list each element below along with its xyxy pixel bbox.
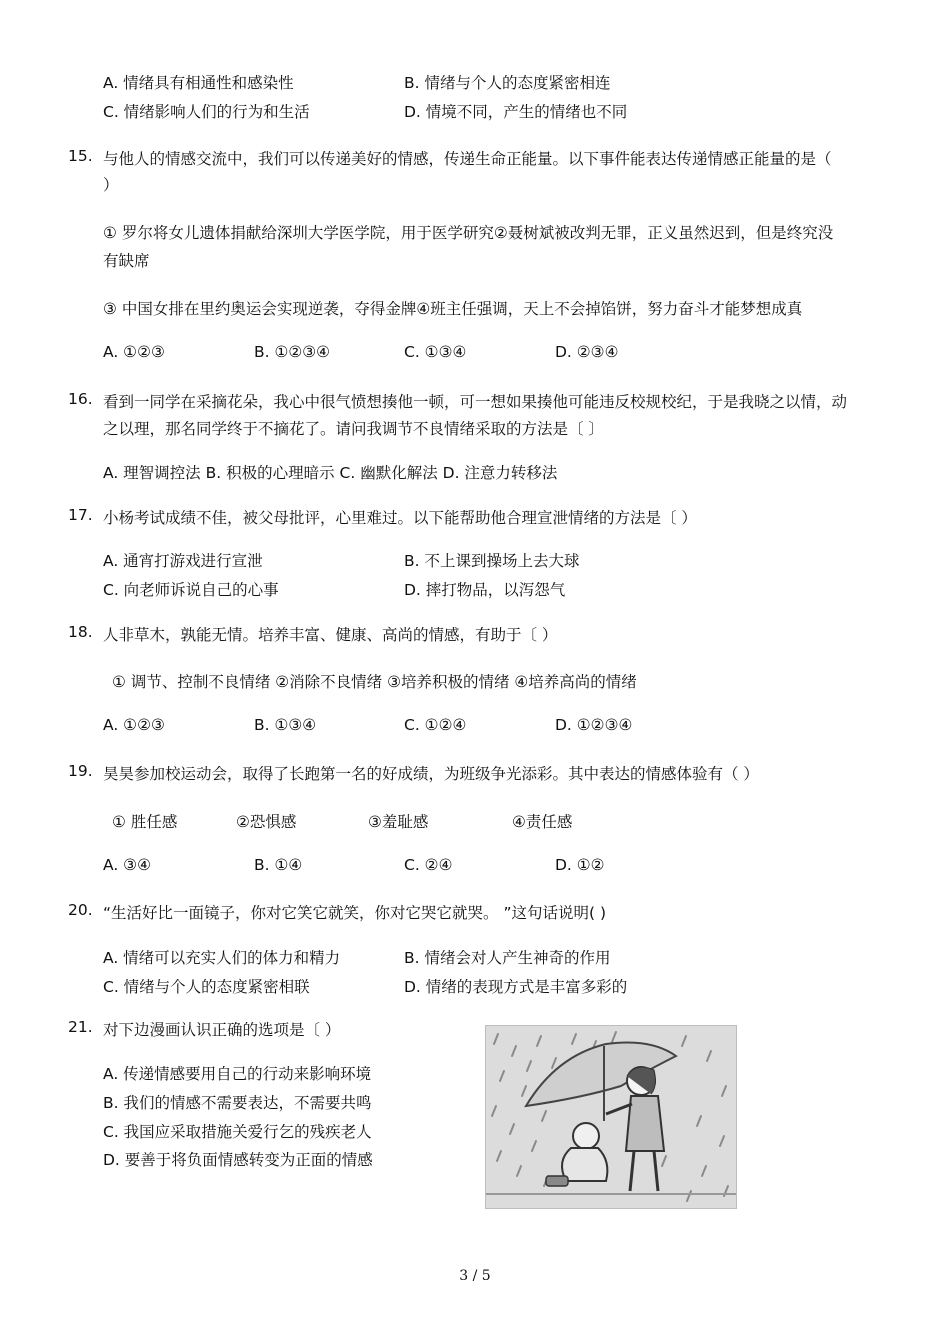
q15-stem-line2: ） — [103, 176, 119, 194]
q19-item-2: ②恐惧感 — [236, 813, 297, 831]
q17-stem: 小杨考试成绩不佳，被父母批评，心里难过。以下能帮助他合理宣泄情绪的方法是〔 ） — [103, 509, 697, 527]
q15-option-b: B. ①②③④ — [254, 343, 331, 361]
q17-option-d: D. 摔打物品，以泻怨气 — [404, 581, 566, 599]
q19-number: 19. — [68, 762, 93, 780]
q17-option-c: C. 向老师诉说自己的心事 — [103, 581, 279, 599]
q17-number: 17. — [68, 506, 93, 524]
q21-option-a: A. 传递情感要用自己的行动来影响环境 — [103, 1065, 372, 1083]
q20-option-d: D. 情绪的表现方式是丰富多彩的 — [404, 978, 628, 996]
page-number: 3 / 5 — [459, 1268, 491, 1284]
q18-option-d: D. ①②③④ — [555, 716, 633, 734]
q15-option-a: A. ①②③ — [103, 343, 165, 361]
q14-option-a: A. 情绪具有相通性和感染性 — [103, 74, 294, 92]
begging-bowl — [546, 1176, 568, 1186]
q18-option-b: B. ①③④ — [254, 716, 317, 734]
q15-number: 15. — [68, 147, 93, 165]
q16-stem-line1: 看到一同学在采摘花朵，我心中很气愤想揍他一顿，可一想如果揍他可能违反校规校纪，于是我晓之以情，动 — [103, 393, 848, 411]
q21-number: 21. — [68, 1018, 93, 1036]
q18-option-a: A. ①②③ — [103, 716, 165, 734]
old-man-body — [562, 1148, 607, 1181]
q21-option-d: D. 要善于将负面情感转变为正面的情感 — [103, 1151, 373, 1169]
q20-option-b: B. 情绪会对人产生神奇的作用 — [404, 949, 611, 967]
q15-stem-line1: 与他人的情感交流中，我们可以传递美好的情感，传递生命正能量。以下事件能表达传递情感正能量的是（ — [103, 150, 832, 168]
q18-stem: 人非草木，孰能无情。培养丰富、健康、高尚的情感，有助于〔 ） — [103, 626, 558, 644]
q15-items-line2: 有缺席 — [103, 252, 150, 270]
q21-stem: 对下边漫画认识正确的选项是〔 ） — [103, 1021, 341, 1039]
q14-option-c: C. 情绪影响人们的行为和生活 — [103, 103, 310, 121]
q15-items-line3: ③ 中国女排在里约奥运会实现逆袭，夺得金牌④班主任强调，天上不会掉馅饼，努力奋斗才能梦想成真 — [103, 300, 803, 318]
q17-option-b: B. 不上课到操场上去大球 — [404, 552, 580, 570]
q21-option-c: C. 我国应采取措施关爱行乞的残疾老人 — [103, 1123, 372, 1141]
q15-items-line1: ① 罗尔将女儿遗体捐献给深圳大学医学院，用于医学研究②聂树斌被改判无罪，正义虽然迟到，但是终究没 — [103, 224, 834, 242]
q21-option-b: B. 我们的情感不需要表达，不需要共鸣 — [103, 1094, 372, 1112]
q16-stem-line2: 之以理，那名同学终于不摘花了。请问我调节不良情绪采取的方法是〔 〕 — [103, 420, 604, 438]
q19-option-a: A. ③④ — [103, 856, 151, 874]
q19-item-3: ③羞耻感 — [368, 813, 429, 831]
q18-number: 18. — [68, 623, 93, 641]
q19-item-1: ① 胜任感 — [112, 813, 178, 831]
q19-option-d: D. ①② — [555, 856, 605, 874]
cartoon-illustration — [485, 1025, 737, 1209]
cartoon-umbrella-scene — [486, 1026, 736, 1208]
q15-option-c: C. ①③④ — [404, 343, 467, 361]
q14-option-d: D. 情境不同，产生的情绪也不同 — [404, 103, 628, 121]
old-man-head — [573, 1123, 599, 1149]
q17-option-a: A. 通宵打游戏进行宣泄 — [103, 552, 263, 570]
q20-number: 20. — [68, 901, 93, 919]
q15-option-d: D. ②③④ — [555, 343, 619, 361]
q19-stem: 昊昊参加校运动会，取得了长跑第一名的好成绩，为班级争光添彩。其中表达的情感体验有（ ） — [103, 765, 759, 783]
q20-stem: “生活好比一面镜子，你对它笑它就笑，你对它哭它就哭。 ”这句话说明( ) — [103, 904, 607, 922]
q18-items: ① 调节、控制不良情绪 ②消除不良情绪 ③培养积极的情绪 ④培养高尚的情绪 — [112, 673, 637, 691]
q19-option-c: C. ②④ — [404, 856, 453, 874]
q16-options: A. 理智调控法 B. 积极的心理暗示 C. 幽默化解法 D. 注意力转移法 — [103, 464, 558, 482]
q20-option-a: A. 情绪可以充实人们的体力和精力 — [103, 949, 341, 967]
q16-number: 16. — [68, 390, 93, 408]
q19-option-b: B. ①④ — [254, 856, 303, 874]
q18-option-c: C. ①②④ — [404, 716, 467, 734]
q19-item-4: ④责任感 — [512, 813, 573, 831]
q14-option-b: B. 情绪与个人的态度紧密相连 — [404, 74, 611, 92]
q20-option-c: C. 情绪与个人的态度紧密相联 — [103, 978, 310, 996]
